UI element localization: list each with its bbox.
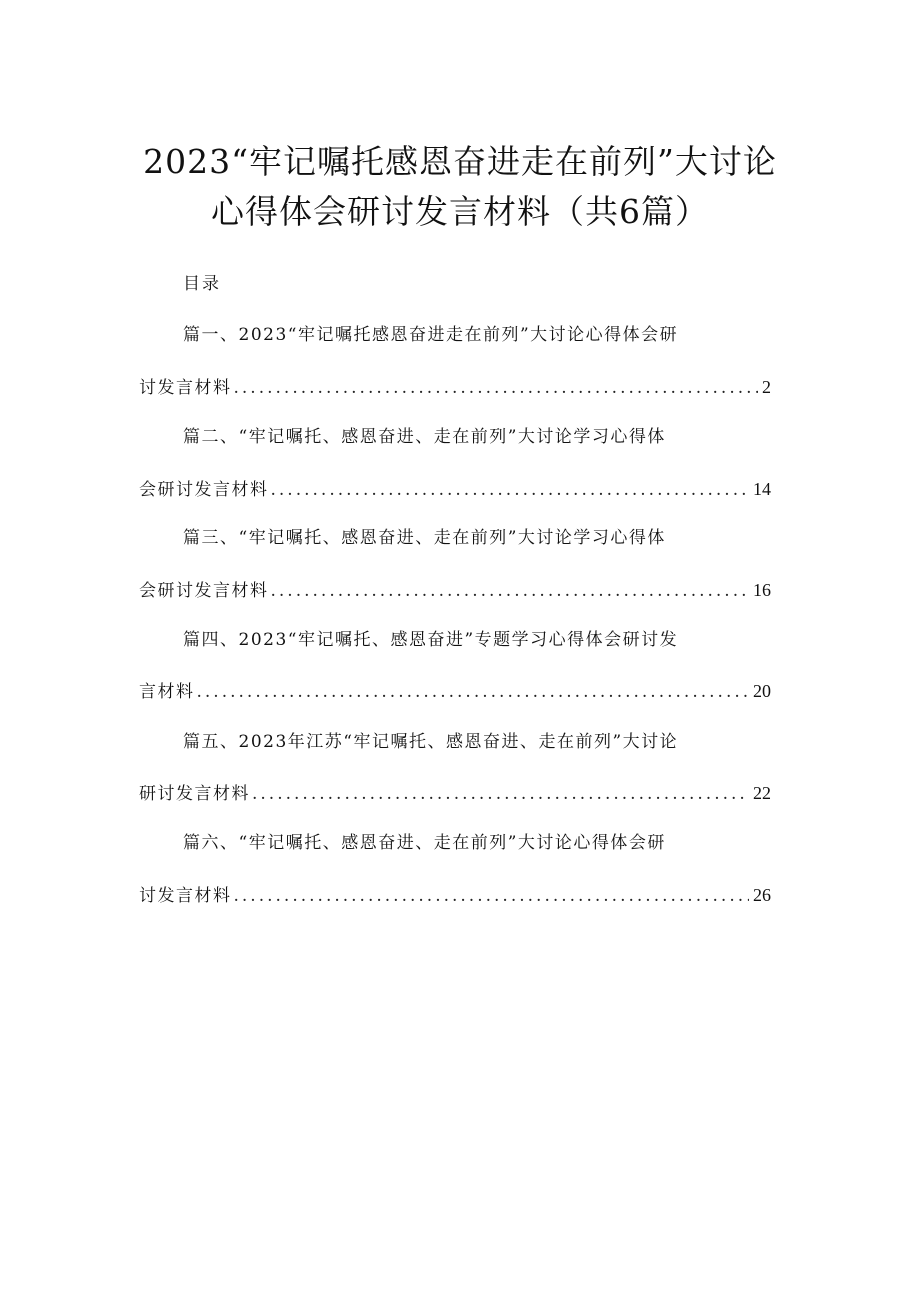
- toc-entry-title-rest: 讨发言材料: [139, 378, 232, 398]
- toc-leader-dots: [271, 579, 750, 603]
- toc-entry-title: 篇五、2023年江苏“牢记嘱托、感恩奋进、走在前列”大讨论: [183, 732, 679, 752]
- toc-leader-dots: [271, 478, 750, 502]
- toc-entry-title: 篇四、2023“牢记嘱托、感恩奋进”专题学习心得体会研讨发: [183, 630, 679, 650]
- toc-entry-title-rest: 会研讨发言材料: [139, 581, 269, 601]
- toc-page-number: 20: [753, 681, 771, 701]
- toc-entry-title-rest: 研讨发言材料: [139, 784, 250, 804]
- toc-entry-title: 篇六、“牢记嘱托、感恩奋进、走在前列”大讨论心得体会研: [183, 833, 666, 853]
- toc-entry-continuation: [139, 375, 771, 400]
- toc-entry-continuation: [139, 883, 771, 908]
- document-title-line2: 心得体会研讨发言材料（共6篇）: [211, 192, 709, 231]
- toc-page-number: 14: [753, 479, 771, 499]
- toc-entry-title-rest: 讨发言材料: [139, 886, 232, 906]
- toc-entry-continuation: [139, 477, 771, 502]
- toc-entry-title: 篇一、2023“牢记嘱托感恩奋进走在前列”大讨论心得体会研: [183, 325, 679, 345]
- toc-entry-continuation: [139, 578, 771, 603]
- toc-page-number: 2: [762, 377, 771, 397]
- toc-entry-title: 篇二、“牢记嘱托、感恩奋进、走在前列”大讨论学习心得体: [183, 427, 666, 447]
- toc-page-number: 16: [753, 580, 771, 600]
- toc-page-number: 26: [753, 885, 771, 905]
- document-title-line1: 2023“牢记嘱托感恩奋进走在前列”大讨论: [143, 142, 777, 181]
- toc-leader-dots: [234, 376, 759, 400]
- toc-entry-title: 篇三、“牢记嘱托、感恩奋进、走在前列”大讨论学习心得体: [183, 528, 666, 548]
- toc-leader-dots: [234, 884, 750, 908]
- toc-leader-dots: [197, 680, 750, 704]
- toc-heading: 目录: [183, 274, 221, 294]
- toc-entry-title-rest: 言材料: [139, 682, 195, 702]
- toc-entry-continuation: [139, 679, 771, 704]
- toc-leader-dots: [252, 782, 749, 806]
- toc-entry-title-rest: 会研讨发言材料: [139, 480, 269, 500]
- toc-entry-continuation: [139, 781, 771, 806]
- toc-page-number: 22: [753, 783, 771, 803]
